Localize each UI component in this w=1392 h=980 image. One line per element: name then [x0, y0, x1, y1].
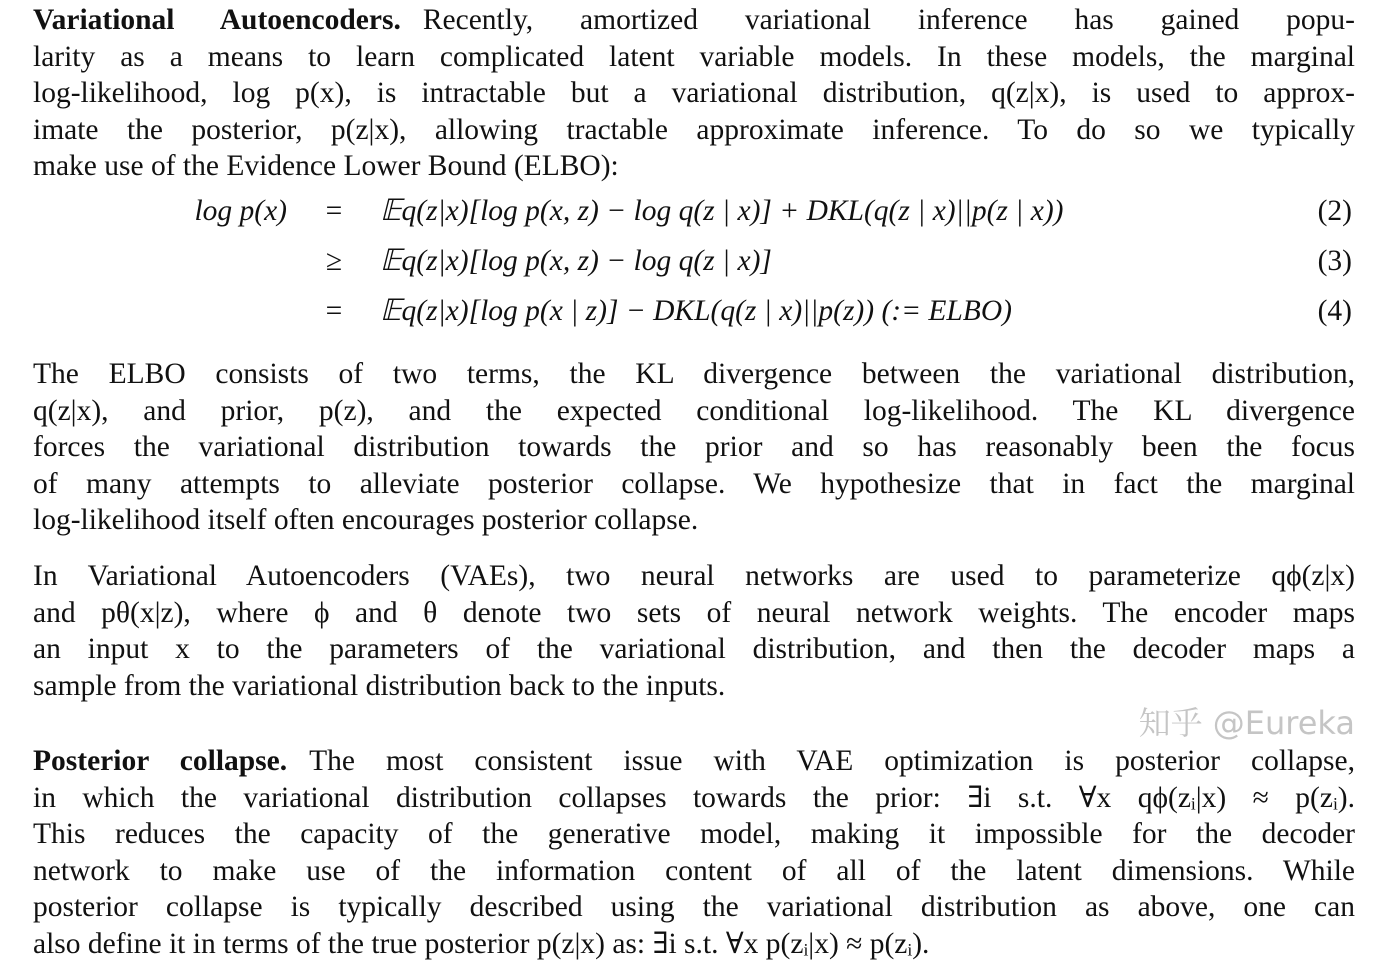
text-line — [33, 112, 1355, 149]
equation-row — [0, 236, 1392, 286]
line-text: In Variational Autoencoders (VAEs), two neural networks are used to parameterize qϕ(z|x) — [33, 560, 1355, 592]
line-text: in which the variational distribution collapses towards the prior: ∃i s.t. ∀x qϕ(zᵢ|x) ≈ p(zᵢ). — [33, 781, 1355, 814]
line-text: The ELBO consists of two terms, the KL divergence between the variational distribution, — [33, 358, 1355, 390]
text-line — [33, 668, 1355, 705]
text-line — [33, 853, 1355, 890]
text-line — [33, 429, 1355, 466]
equation-rhs: 𝔼q(z|x)[log p(x, z) − log q(z | x)] — [380, 245, 772, 277]
text-line — [33, 558, 1355, 595]
text-line — [33, 595, 1355, 632]
watermark: 知乎 @Eureka — [1138, 704, 1355, 742]
text-line — [33, 466, 1355, 503]
line-text: Recently, amortized variational inference has gained popu- — [422, 4, 1355, 36]
equation-rel: = — [325, 295, 343, 327]
text-line — [33, 816, 1355, 853]
text-line — [33, 39, 1355, 76]
line-text: log-likelihood, log p(x), is intractable but a variational distribution, q(z|x), is used to approx- — [33, 77, 1355, 110]
line-text: log-likelihood itself often encourages posterior collapse. — [33, 504, 699, 537]
line-text: imate the posterior, p(z|x), allowing tractable approximate inference. To do so we typically — [33, 113, 1355, 146]
line-text: sample from the variational distribution back to the inputs. — [33, 669, 726, 702]
text-line — [33, 780, 1355, 817]
text-line — [33, 75, 1355, 112]
line-text: and pθ(x|z), where ϕ and θ denote two sets of neural network weights. The encoder maps — [33, 596, 1355, 629]
paragraph-heading: Posterior collapse. — [33, 745, 288, 777]
equation-rel: = — [325, 195, 343, 227]
text-line — [33, 926, 1355, 963]
paragraph-posterior-collapse — [33, 743, 1355, 963]
paragraph-heading: Variational Autoencoders. — [33, 4, 401, 36]
text-line — [33, 148, 1355, 185]
text-line — [33, 743, 1355, 780]
equation-tag: (4) — [1317, 295, 1352, 327]
paragraph-vae — [33, 2, 1355, 185]
paragraph-elbo — [33, 356, 1355, 539]
line-text: also define it in terms of the true posterior p(z|x) as: ∃i s.t. ∀x p(zᵢ|x) ≈ p(zᵢ). — [33, 927, 930, 960]
line-text: network to make use of the information content of all of the latent dimensions. While — [33, 854, 1355, 887]
text-line — [33, 2, 1355, 39]
text-line — [33, 356, 1355, 393]
text-line — [33, 393, 1355, 430]
equation-lhs: log p(x) — [194, 195, 287, 227]
text-line — [33, 502, 1355, 539]
equation-tag: (3) — [1317, 245, 1352, 277]
equation-rhs: 𝔼q(z|x)[log p(x, z) − log q(z | x)] + DKL(q(z | x)||p(z | x)) — [380, 195, 1064, 227]
equation-row — [0, 286, 1392, 336]
line-text: larity as a means to learn complicated latent variable models. In these models, the marginal — [33, 40, 1355, 73]
line-text: This reduces the capacity of the generative model, making it impossible for the decoder — [33, 818, 1355, 851]
line-text: make use of the Evidence Lower Bound (ELBO): — [33, 150, 619, 183]
paragraph-vaes — [33, 558, 1355, 704]
line-text: of many attempts to alleviate posterior collapse. We hypothesize that in fact the marginal — [33, 467, 1355, 500]
equation-rhs: 𝔼q(z|x)[log p(x | z)] − DKL(q(z | x)||p(z)) (:= ELBO) — [380, 295, 1012, 327]
text-line — [33, 631, 1355, 668]
text-line — [33, 889, 1355, 926]
line-text: posterior collapse is typically described using the variational distribution as above, one can — [33, 891, 1355, 924]
line-text: q(z|x), and prior, p(z), and the expected conditional log-likelihood. The KL divergence — [33, 394, 1355, 427]
line-text: forces the variational distribution towards the prior and so has reasonably been the focus — [33, 431, 1355, 464]
line-text: The most consistent issue with VAE optimization is posterior collapse, — [309, 745, 1356, 777]
equation-tag: (2) — [1317, 195, 1352, 227]
equation-block — [0, 186, 1392, 336]
equation-row — [0, 186, 1392, 236]
line-text: an input x to the parameters of the variational distribution, and then the decoder maps a — [33, 633, 1355, 666]
equation-rel: ≥ — [325, 245, 343, 277]
